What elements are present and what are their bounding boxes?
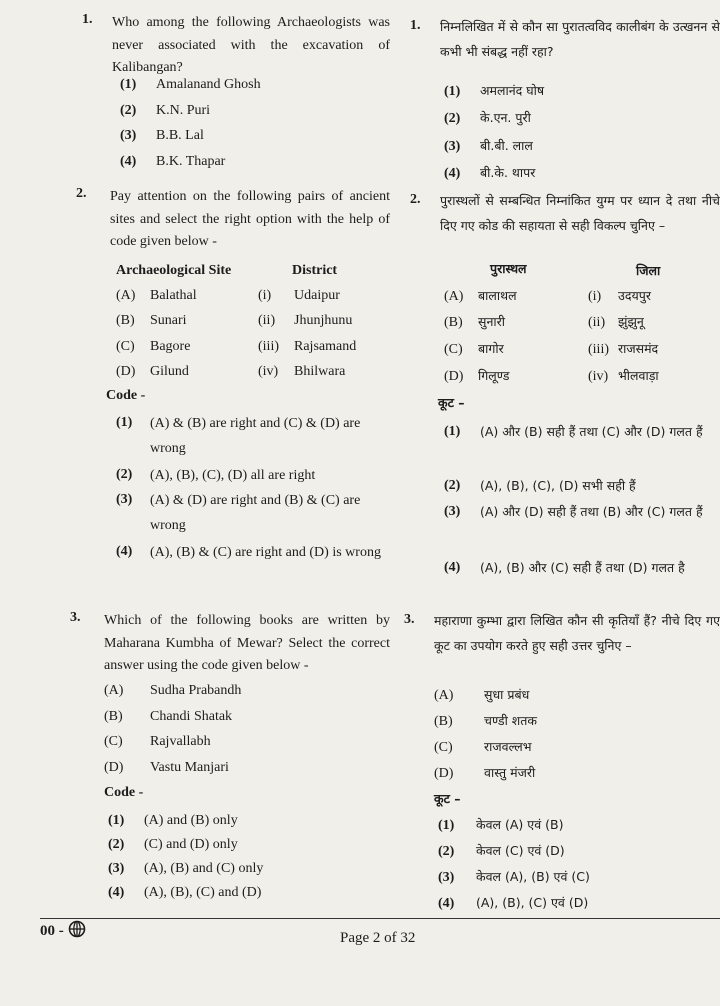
option-4[interactable]: (4) B.K. Thapar [120,154,226,169]
option-4[interactable]: (4) (A), (B), (C) and (D) [108,885,262,900]
question-text: निम्नलिखित में से कौन सा पुरातत्वविद कालीबंग के उत्खनन से कभी भी संबद्ध नहीं रहा? [440,19,720,59]
code-label: कूट – [438,395,465,410]
option-label: (2) [116,467,133,482]
pair-row: (C) Bagore (iii) Rajsamand [116,339,357,354]
pair-row: (B) Sunari (ii) Jhunjhunu [116,313,353,328]
option-1[interactable]: (1) (A) and (B) only [108,813,238,828]
option-label: (3) [116,492,133,507]
option-label: (1) [116,415,133,430]
option-3[interactable]: (3) B.B. Lal [120,128,204,143]
item-row: (A) सुधा प्रबंध [434,687,530,703]
question-number: 2. [76,186,87,201]
question-text: Pay attention on the following pairs of ancient sites and select the right option with the help of code given below - [110,189,390,249]
option-3[interactable]: (3) केवल (A), (B) एवं (C) [438,869,590,885]
pair-row: (B) सुनारी (ii) झुंझुनू [444,314,644,330]
code-label: कूट – [434,791,461,806]
option-2[interactable]: (2) (C) and (D) only [108,837,238,852]
question-text: महाराणा कुम्भा द्वारा लिखित कौन सी कृतियाँ हैं? नीचे दिए गए कूट का उपयोग करते हुए सही उत्तर चुनिए – [434,613,720,653]
code-label: Code - [104,785,144,800]
option-3[interactable]: (3) बी.बी. लाल [444,138,533,154]
option-1[interactable]: (1) अमलानंद घोष [444,83,545,99]
item-row: (B) Chandi Shatak [104,709,233,724]
question-text: Who among the following Archaeologists was never associated with the excavation of Kalibangan? [112,15,390,75]
option-4[interactable]: (A), (B) & (C) are right and (D) is wrong [150,545,381,560]
column-head-site: Archaeological Site [116,263,232,278]
pair-row: (D) गिलूण्ड (iv) भीलवाड़ा [444,368,659,384]
column-head-site: पुरास्थल [490,261,527,276]
option-label: (4) [116,544,133,559]
item-row: (D) वास्तु मंजरी [434,765,536,781]
option-2[interactable]: (A), (B), (C), (D) all are right [150,468,316,483]
item-row: (D) Vastu Manjari [104,760,229,775]
option-4[interactable]: (A), (B) और (C) सही हैं तथा (D) गलत है [480,560,685,575]
option-label: (2) [444,478,461,493]
option-1[interactable]: (A) & (B) are right and (C) & (D) are wrong [150,416,361,456]
option-label: (3) [444,504,461,519]
question-number: 1. [82,12,93,27]
question-number: 1. [410,18,421,33]
option-1[interactable]: (A) और (B) सही हैं तथा (C) और (D) गलत हैं [480,424,703,439]
globe-icon [68,920,86,943]
footer-code: 00 - [40,920,86,943]
option-1[interactable]: (1) केवल (A) एवं (B) [438,817,564,833]
code-label: Code - [106,388,146,403]
question-text: पुरास्थलों से सम्बन्धित निम्नांकित युग्म पर ध्यान दे तथा नीचे दिए गए कोड की सहायता से सही विकल्प चुनिए – [440,193,720,233]
question-number: 2. [410,192,421,207]
column-head-district: District [292,263,338,278]
pair-row: (C) बागोर (iii) राजसमंद [444,341,659,357]
option-3[interactable]: (3) (A), (B) and (C) only [108,861,264,876]
item-row: (A) Sudha Prabandh [104,683,242,698]
option-label: (1) [444,424,461,439]
option-label: (4) [444,560,461,575]
item-row: (B) चण्डी शतक [434,713,537,729]
pair-row: (A) बालाथल (i) उदयपुर [444,288,651,304]
pair-row: (D) Gilund (iv) Bhilwara [116,364,346,379]
item-row: (C) Rajvallabh [104,734,211,749]
item-row: (C) राजवल्लभ [434,739,532,755]
option-2[interactable]: (2) K.N. Puri [120,103,211,118]
option-1[interactable]: (1) Amalanand Ghosh [120,77,261,92]
option-2[interactable]: (A), (B), (C), (D) सभी सही हैं [480,478,636,493]
option-2[interactable]: (2) केवल (C) एवं (D) [438,843,565,859]
option-4[interactable]: (4) बी.के. थापर [444,165,536,181]
footer-divider [40,918,720,919]
question-text: Which of the following books are written by Maharana Kumbha of Mewar? Select the correct answer using the code given below - [104,613,390,673]
question-number: 3. [70,610,81,625]
page-number: Page 2 of 32 [340,930,416,946]
option-2[interactable]: (2) के.एन. पुरी [444,110,531,126]
question-number: 3. [404,612,415,627]
pair-row: (A) Balathal (i) Udaipur [116,288,340,303]
column-head-district: जिला [636,263,661,278]
option-3[interactable]: (A) & (D) are right and (B) & (C) are wrong [150,493,361,533]
option-3[interactable]: (A) और (D) सही हैं तथा (B) और (C) गलत हैं [480,504,703,519]
option-4[interactable]: (4) (A), (B), (C) एवं (D) [438,895,589,911]
